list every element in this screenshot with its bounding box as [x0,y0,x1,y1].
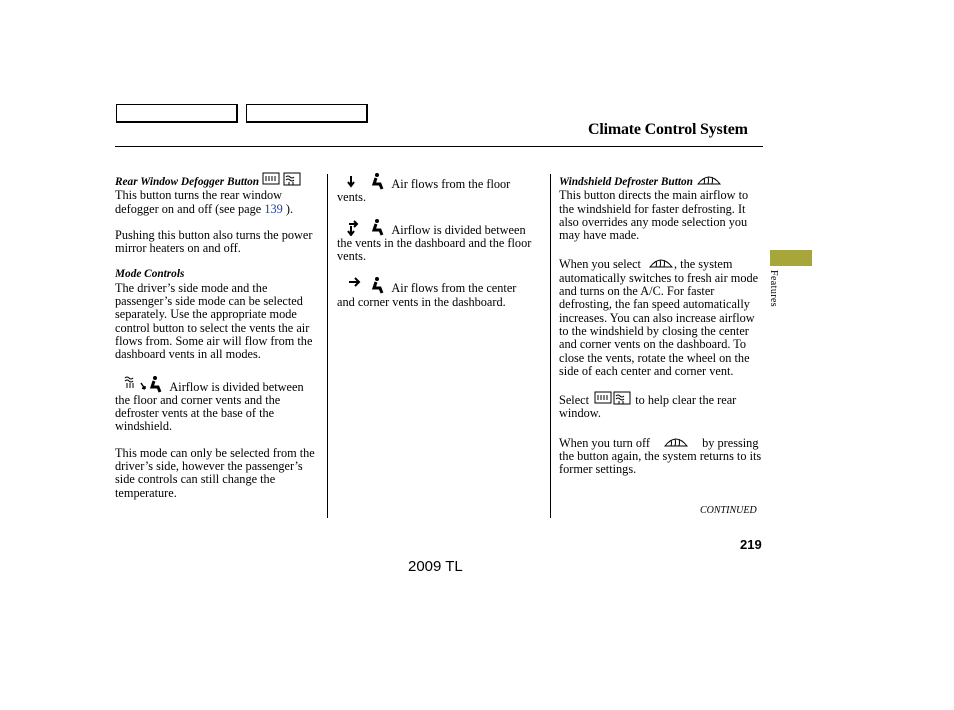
nav-button-right[interactable] [246,104,368,123]
select-rear-text-b: to help clear the rear window. [559,393,737,421]
column-3 [559,172,765,477]
column-2 [337,172,533,309]
mode-controls-text: The driver’s side mode and the passenger’s side mode can be selected separately. Use the appropriate mode control button to select the vents the air flows from. Some air will flow from the dashboard vents in all modes. [115,280,313,362]
rear-defogger-text: This button turns the rear window defogger on and off (see page [115,188,283,216]
floor-mode-icon [347,172,387,190]
continued-label: CONTINUED [700,505,757,516]
header-rule [115,146,763,147]
section-tab[interactable] [770,250,812,266]
front-defroster-icon [663,434,689,449]
model-label: 2009 TL [408,558,463,575]
column-divider-2 [550,174,551,518]
vent-mode-icon [347,276,387,294]
turn-off-text-b: by pressing the button again, the system returns to its former settings. [559,435,762,477]
select-defrost-text-b: , the system automatically switches to fresh air mode and turns on the A/C. For faster defrosting, the fan speed automatically increases. You can also increase airflow to the windshield by closing the center and corner vents on the dashboard. To close the vents, rotate the wheel on the side of each center and corner vent. [559,257,759,378]
turn-off-text-a: When you turn off [559,435,650,450]
bilevel-mode-text: Airflow is divided between the vents in the dashboard and the floor vents. [337,222,532,264]
driver-side-note: This mode can only be selected from the driver’s side, however the passenger’s side controls can still change the temperature. [115,445,315,500]
rear-defogger-icon [594,391,632,406]
bilevel-mode-icon [347,218,387,236]
select-defrost-text-a: When you select [559,257,641,272]
select-rear-text-a: Select [559,393,590,408]
windshield-defroster-heading: Windshield Defroster Button [559,176,693,188]
floor-defrost-mode-icon [123,375,163,393]
rear-defogger-text-end: ). [285,201,294,216]
rear-defogger-icon [262,172,302,187]
windshield-defroster-text: This button directs the main airflow to the windshield for faster defrosting. It also overrides any mode selection you may have made. [559,188,749,243]
mirror-heater-text: Pushing this button also turns the power mirror heaters on and off. [115,227,313,256]
page-139-link[interactable]: 139 [264,201,283,216]
page-title: Climate Control System [588,121,748,138]
front-defroster-icon [648,255,674,270]
floor-defrost-mode-text: Airflow is divided between the floor and corner vents and the defroster vents at the base of the windshield. [115,379,304,434]
rear-defogger-heading: Rear Window Defogger Button [115,176,260,188]
mode-controls-heading: Mode Controls [115,268,185,281]
page-number: 219 [740,537,762,552]
column-1 [115,172,319,500]
column-divider-1 [327,174,328,518]
nav-button-left[interactable] [116,104,238,123]
floor-mode-text: Air flows from the floor vents. [337,177,511,205]
vent-mode-text: Air flows from the center and corner vents in the dashboard. [337,281,517,309]
front-defroster-icon [696,172,722,187]
features-side-label: Features [768,270,779,308]
